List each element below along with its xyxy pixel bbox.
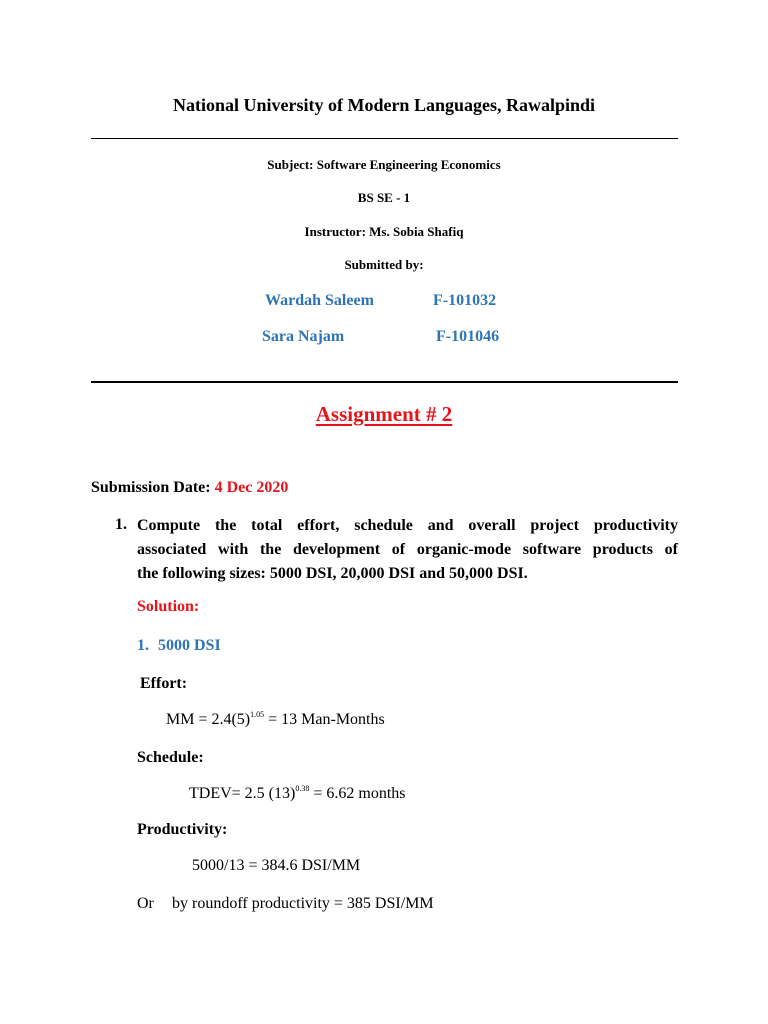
schedule-formula	[189, 785, 405, 803]
submitted-by-label: Submitted by:	[344, 257, 424, 272]
instructor-line: Instructor: Ms. Sobia Shafiq	[304, 224, 464, 239]
university-title: National University of Modern Languages, Rawalpindi	[172, 95, 596, 115]
program-line: BS SE - 1	[357, 190, 411, 205]
assignment-title: Assignment # 2	[315, 402, 453, 426]
effort-formula-base: MM = 2.4(5)	[166, 711, 251, 728]
solution-part-number: 1.	[137, 637, 149, 654]
roundoff-prefix: Or	[137, 895, 154, 912]
solution-part-title: 5000 DSI	[158, 637, 221, 654]
student-name-1: Wardah Saleem	[265, 292, 374, 309]
submission-date-line	[91, 479, 288, 497]
productivity-label: Productivity:	[137, 821, 228, 838]
question-line-3: the following sizes: 5000 DSI, 20,000 DSI and 50,000 DSI.	[137, 565, 528, 582]
schedule-formula-exponent: 0.38	[295, 784, 310, 793]
submission-date-value: 4 Dec 2020	[214, 479, 289, 496]
question-line-2: associated with the development of organic-mode software products of	[137, 541, 678, 558]
question-text	[137, 514, 678, 586]
effort-formula	[166, 711, 385, 729]
student-id-1: F-101032	[433, 292, 497, 309]
productivity-formula: 5000/13 = 384.6 DSI/MM	[192, 857, 361, 874]
question-number: 1.	[115, 516, 127, 533]
effort-formula-exponent: 1.05	[250, 710, 265, 719]
schedule-formula-result: = 6.62 months	[309, 785, 406, 802]
submission-date-label: Submission Date:	[91, 479, 215, 496]
schedule-formula-base: TDEV= 2.5 (13)	[189, 785, 296, 802]
student-name-2: Sara Najam	[262, 328, 345, 345]
roundoff-text: by roundoff productivity = 385 DSI/MM	[172, 895, 434, 912]
header-divider-thin	[91, 138, 678, 139]
question-line-1: Compute the total effort, schedule and overall project productivity	[137, 517, 678, 534]
effort-formula-result: = 13 Man-Months	[264, 711, 385, 728]
solution-label: Solution:	[137, 598, 200, 615]
subject-line: Subject: Software Engineering Economics	[267, 157, 501, 172]
schedule-label: Schedule:	[137, 749, 204, 766]
header-divider-thick	[91, 381, 678, 383]
effort-label: Effort:	[140, 675, 188, 692]
student-id-2: F-101046	[436, 328, 500, 345]
